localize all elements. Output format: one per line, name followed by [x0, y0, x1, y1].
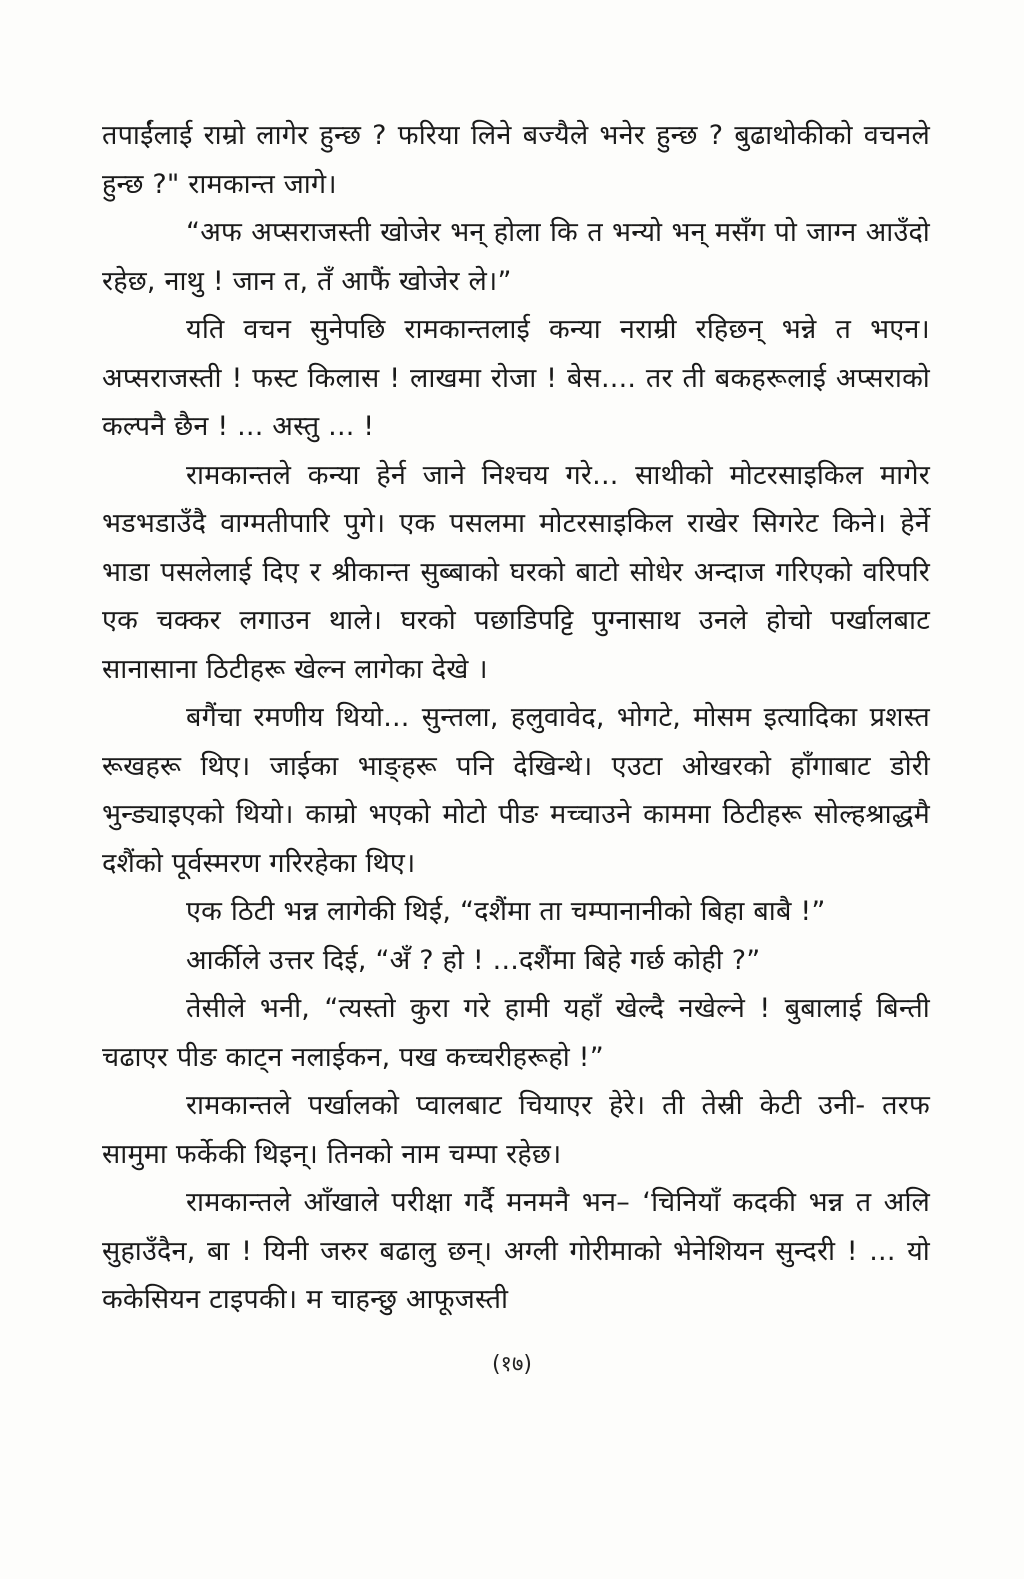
paragraph-10: रामकान्तले आँखाले परीक्षा गर्दै मनमनै भन– ‘चिनियाँ कदकी भन्न त अलि सुहाउँदैन, बा ! यिनी जरुर बढालु छन्। अग्ली गोरीमाको भेनेशियन सुन्दरी ! ... यो ककेसियन टाइपकी। म चाहन्छु आफूजस्ती — [102, 1187, 930, 1315]
paragraph-1: तपाईंलाई राम्रो लागेर हुन्छ ? फरिया लिने बज्यैले भनेर हुन्छ ? बुढाथोकीको वचनले हुन्छ ?" रामकान्त जागे। — [102, 120, 930, 200]
body-text — [102, 112, 930, 1325]
paragraph-2: “अफ अप्सराजस्ती खोजेर भन् होला कि त भन्यो भन् मसँग पो जाग्न आउँदो रहेछ, नाथु ! जान त, तँ आफैं खोजेर ले।” — [102, 217, 930, 297]
paragraph-5: बगैंचा रमणीय थियो... सुन्तला, हलुवावेद, भोगटे, मोसम इत्यादिका प्रशस्त रूखहरू थिए। जाईका भाङ्हरू पनि देखिन्थे। एउटा ओखरको हाँगाबाट डोरी भुन्ड्याइएको थियो। काम्रो भएको मोटो पीङ मच्चाउने काममा ठिटीहरू सोल्हश्राद्धमै दशैंको पूर्वस्मरण गरिरहेका थिए। — [102, 702, 930, 879]
paragraph-8: तेसीले भनी, “त्यस्तो कुरा गरे हामी यहाँ खेल्दै नखेल्ने ! बुबालाई बिन्ती चढाएर पीङ काट्न नलाईकन, पख कच्चरीहरूहो !” — [102, 993, 930, 1073]
paragraph-6: एक ठिटी भन्न लागेकी थिई, “दशैंमा ता चम्पानानीको बिहा बाबै !” — [186, 896, 826, 927]
paragraph-4: रामकान्तले कन्या हेर्न जाने निश्चय गरे... साथीको मोटरसाइकिल मागेर भडभडाउँदै वाग्मतीपारि पुगे। एक पसलमा मोटरसाइकिल राखेर सिगरेट किने। हेर्ने भाडा पसलेलाई दिए र श्रीकान्त सुब्बाको घरको बाटो सोधेर अन्दाज गरिएको वरिपरि एक चक्कर लगाउन थाले। घरको पछाडिपट्टि पुग्नासाथ उनले होचो पर्खालबाट सानासाना ठिटीहरू खेल्न लागेका देखे । — [102, 459, 930, 685]
paragraph-9: रामकान्तले पर्खालको प्वालबाट चियाएर हेरे। ती तेस्री केटी उनी- तरफ सामुमा फर्केकी थिइन्। तिनको नाम चम्पा रहेछ। — [102, 1090, 930, 1170]
paragraph-7: आर्कीले उत्तर दिई, “अँ ? हो ! ...दशैंमा बिहे गर्छ कोही ?” — [186, 944, 761, 976]
page-number: (१७) — [491, 1352, 533, 1377]
paragraph-3: यति वचन सुनेपछि रामकान्तलाई कन्या नराम्री रहिछन् भन्ने त भएन। अप्सराजस्ती ! फस्ट किलास ! लाखमा रोजा ! बेस.... तर ती बकहरूलाई अप्सराको कल्पनै छैन ! ... अस्तु ... ! — [102, 314, 930, 442]
